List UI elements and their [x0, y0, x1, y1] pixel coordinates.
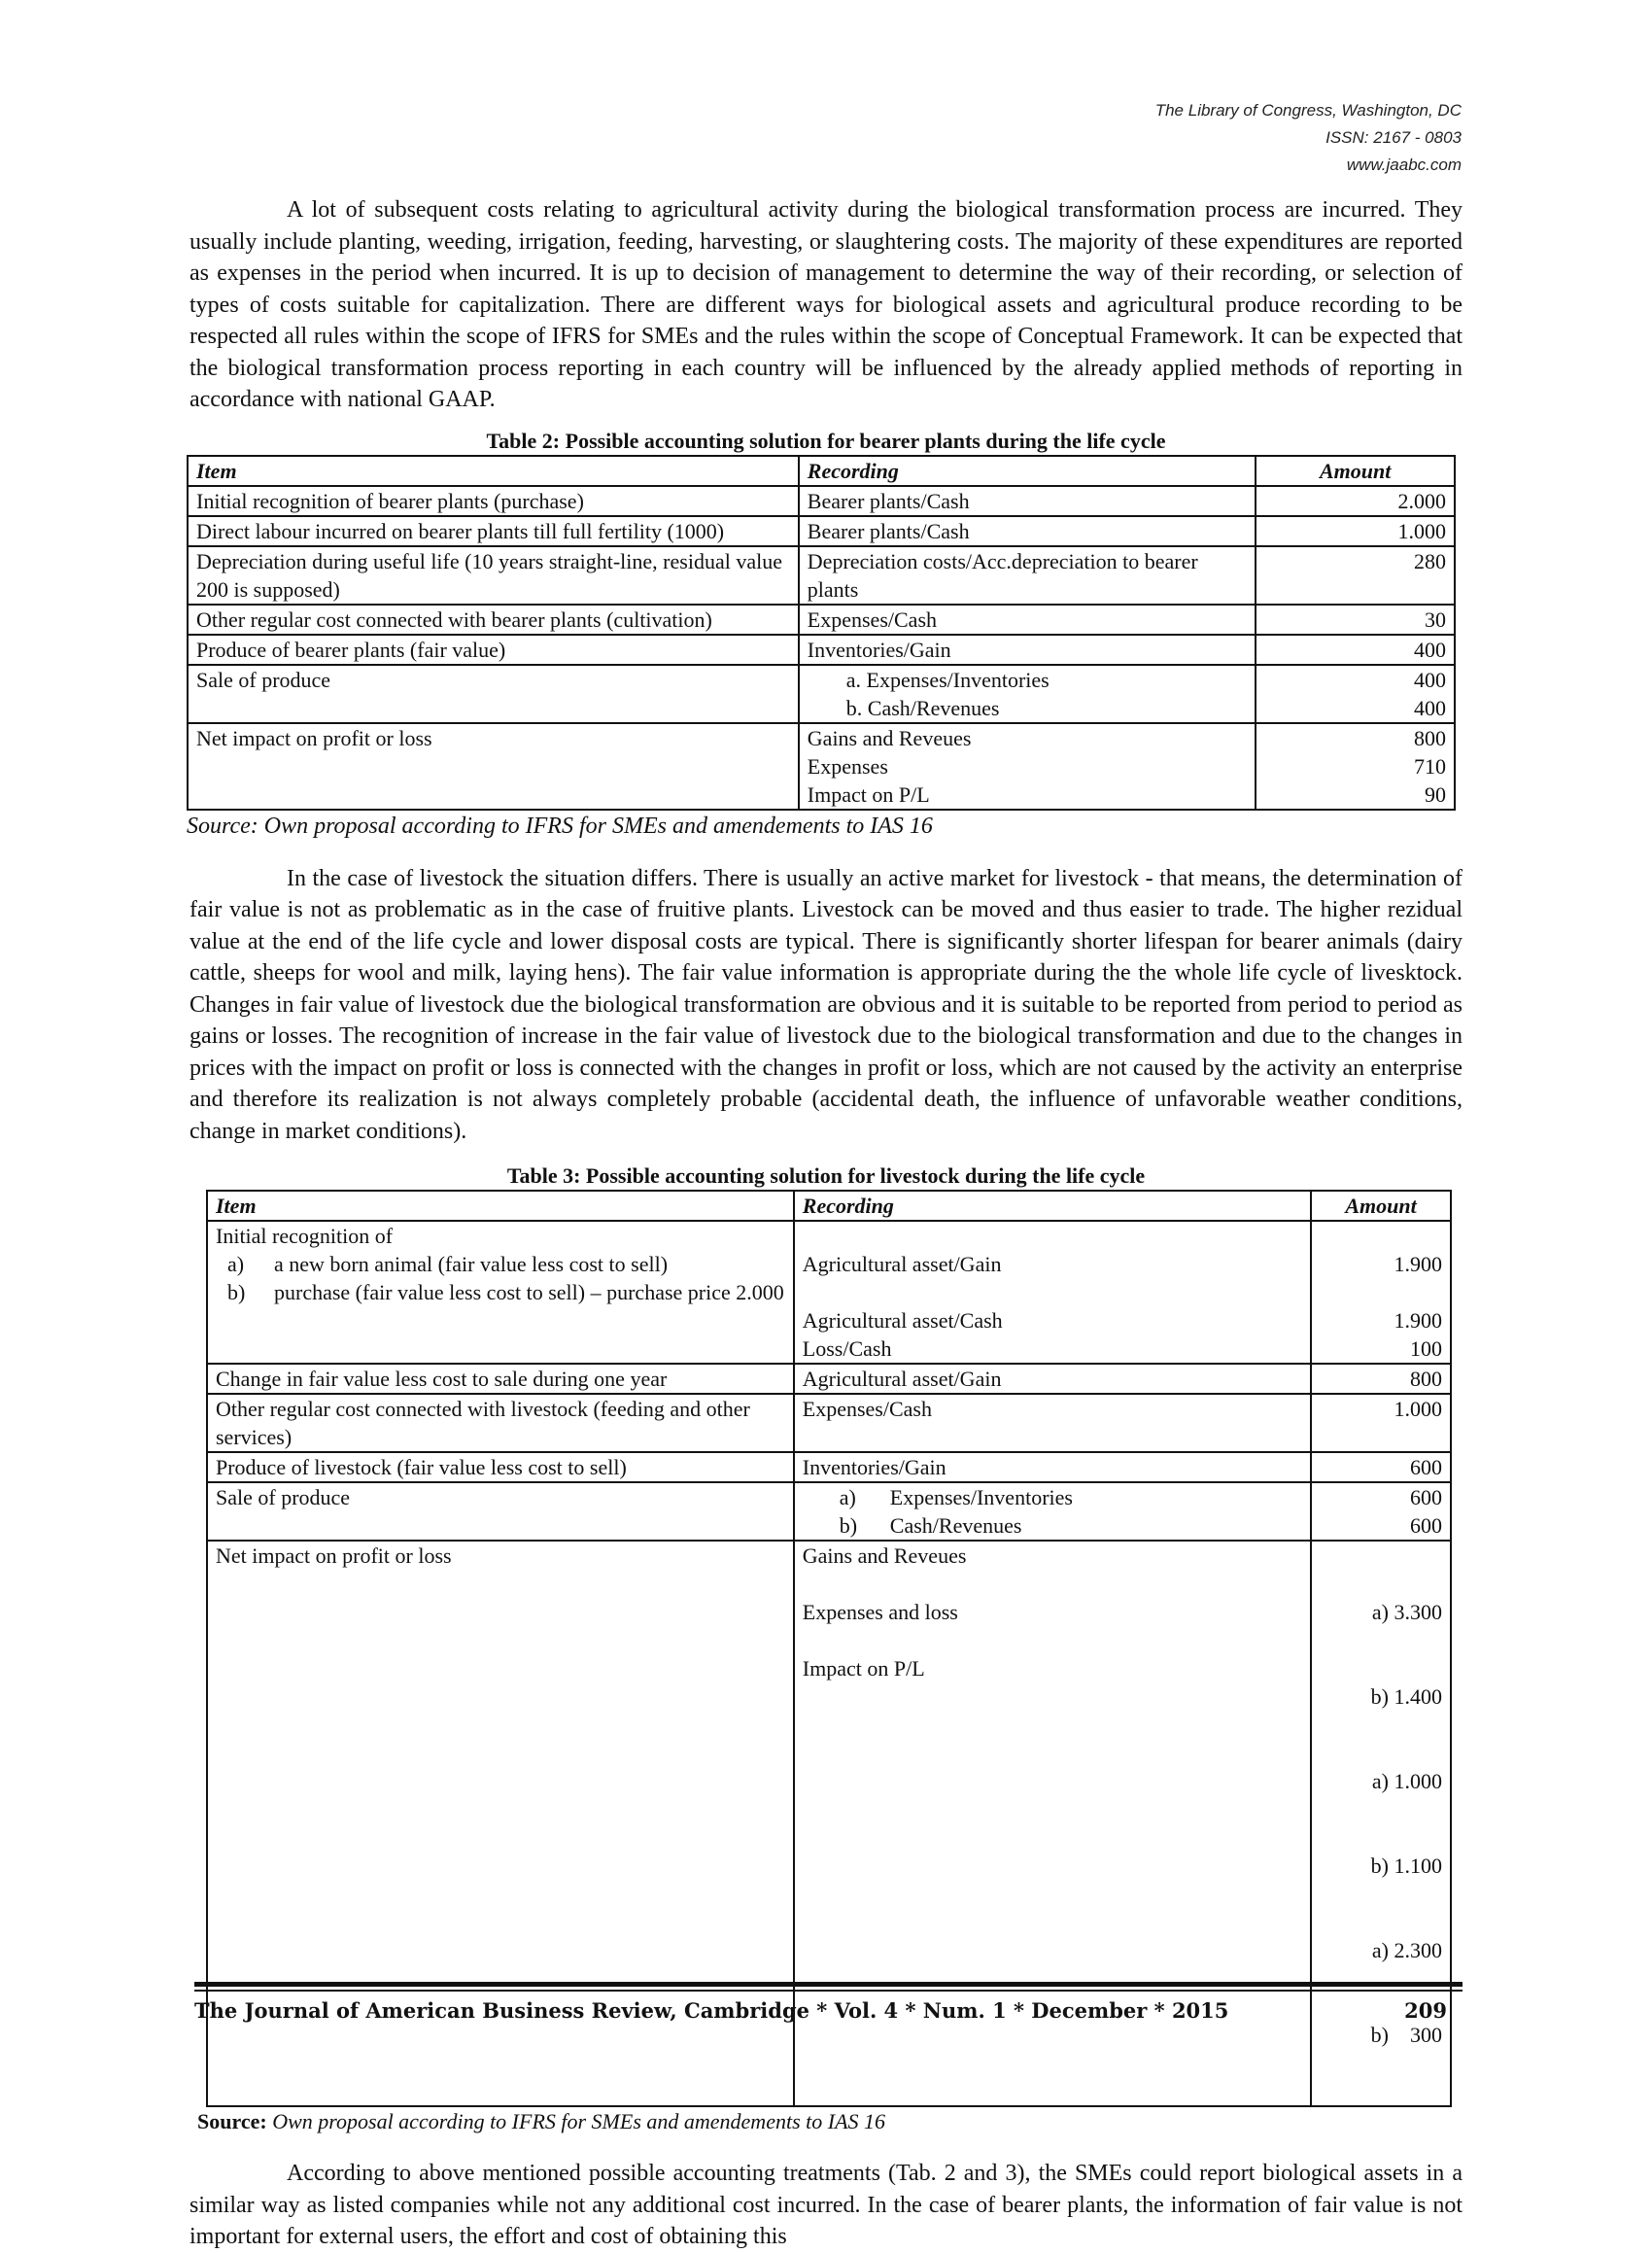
row-amount: 2.000: [1256, 486, 1455, 516]
row-recording: [794, 1221, 1311, 1364]
row-item: Direct labour incurred on bearer plants till full fertility (1000): [188, 516, 799, 546]
footer-rule: [194, 1990, 1463, 1992]
initial-label: Initial recognition of: [216, 1224, 394, 1248]
row-amount: [1256, 723, 1455, 810]
amount-impact-b: b) 300: [1370, 2023, 1442, 2047]
amount-gains-b: b) 1.400: [1370, 1684, 1442, 1709]
amount-expenses: 710: [1414, 753, 1446, 779]
source-label: Source:: [197, 2109, 267, 2133]
row-item: Produce of livestock (fair value less cost to sell): [207, 1452, 794, 1482]
amount-impact-a: a) 2.300: [1371, 1938, 1442, 1962]
paragraph-1: A lot of subsequent costs relating to agricultural activity during the biological transformation process are incurred. They usually include planting, weeding, irrigation, feeding, harvesting, or slaughtering costs. The majority of these expenditures are reported as expenses in the period when incurred. It is up to decision of management to determine the way of their recording, or selection of types of costs suitable for capitalization. There are different ways for biological assets and agricultural produce recording to be respected all rules within the scope of IFRS for SMEs and the rules within the scope of Conceptual Framework. It can be expected that the biological transformation process reporting in each country will be influenced by the already applied methods of reporting in accordance with national GAAP.: [189, 197, 1463, 412]
table-3-header-row: [207, 1191, 1451, 1221]
row-amount: 1.000: [1256, 516, 1455, 546]
table-3-header-amount: Amount: [1311, 1191, 1451, 1221]
table-3-caption: Table 3: Possible accounting solution for livestock during the life cycle: [506, 1163, 1146, 1188]
row-amount: [1311, 1482, 1451, 1541]
row-item: Other regular cost connected with livestock (feeding and other services): [207, 1394, 794, 1452]
table-2-header-item: Item: [188, 456, 799, 486]
row-item: Net impact on profit or loss: [188, 723, 799, 810]
amount-expenses-b: b) 1.100: [1370, 1854, 1442, 1878]
row-recording: [794, 1482, 1311, 1541]
amount-a: 400: [1414, 667, 1446, 692]
list-marker: b): [227, 1280, 246, 1304]
table-2-header-recording: Recording: [799, 456, 1256, 486]
table-row: [188, 546, 1455, 605]
page-footer: [194, 1998, 1463, 2023]
footer-journal: The Journal of American Business Review, Cambridge * Vol. 4 * Num. 1 * December * 2015: [194, 1998, 1229, 2023]
row-item: Initial recognition of bearer plants (purchase): [188, 486, 799, 516]
table-3-source: [197, 2107, 1463, 2136]
table-row-net: [188, 723, 1455, 810]
recording-b1: Agricultural asset/Cash: [802, 1308, 1003, 1333]
table-3-header-item: Item: [207, 1191, 794, 1221]
recording-impact: Impact on P/L: [807, 781, 930, 807]
row-item: Depreciation during useful life (10 years straight-line, residual value 200 is supposed): [188, 546, 799, 605]
page-number: 209: [1404, 1998, 1447, 2023]
recording-b2: Loss/Cash: [802, 1336, 892, 1361]
list-item: [803, 1511, 1302, 1540]
list-item: [216, 1278, 785, 1306]
row-amount: 1.000: [1311, 1394, 1451, 1452]
list-text: purchase (fair value less cost to sell) – purchase price 2.000: [274, 1280, 784, 1304]
row-recording: Agricultural asset/Gain: [794, 1364, 1311, 1394]
list-marker: a): [227, 1252, 245, 1276]
table-row: [188, 516, 1455, 546]
row-recording: Bearer plants/Cash: [799, 486, 1256, 516]
recording-expenses: Expenses and loss: [802, 1600, 958, 1624]
recording-gains: Gains and Reveues: [802, 1543, 967, 1568]
row-amount: 800: [1311, 1364, 1451, 1394]
table-row: [207, 1394, 1451, 1452]
list-text: a new born animal (fair value less cost to sell): [274, 1252, 669, 1276]
row-item: Net impact on profit or loss: [207, 1541, 794, 2106]
table-row-sale: [188, 665, 1455, 723]
list-marker: b): [839, 1513, 858, 1538]
table-row: [188, 486, 1455, 516]
table-3: [206, 1190, 1452, 2107]
recording-a: a. Expenses/Inventories: [845, 667, 1050, 692]
recording-impact: Impact on P/L: [802, 1656, 925, 1681]
table-row: [188, 605, 1455, 635]
paragraph-2: In the case of livestock the situation differs. There is usually an active market for livestock - that means, the determination of fair value is not as problematic as in the case of fruitive plants. Livestock can be moved and thus easier to trade. The higher rezidual value at the end of the life cycle and lower disposal costs are typical. There is significantly shorter lifespan for bearer animals (dairy cattle, sheeps for wool and milk, laying hens). The fair value information is appropriate during the the whole life cycle of livesktock. Changes in fair value of livestock due the biological transformation are obvious and it is suitable to be reported from period to period as gains or losses. The recognition of increase in the fair value of livestock due to the biological transformation and due to the changes in prices with the impact on profit or loss is connected with the changes in profit or loss, which are not caused by the activity an enterprise and therefore its realization is not always completely probable (accidental death, the influence of unfavorable weather conditions, change in market conditions).: [189, 865, 1463, 1144]
row-recording: Expenses/Cash: [794, 1394, 1311, 1452]
row-item: Produce of bearer plants (fair value): [188, 635, 799, 665]
row-recording: Depreciation costs/Acc.depreciation to bearer plants: [799, 546, 1256, 605]
recording-b: b. Cash/Revenues: [845, 695, 1000, 720]
recording-a: Expenses/Inventories: [889, 1485, 1073, 1509]
list-item: [803, 1483, 1302, 1511]
amount-a: 1.900: [1394, 1252, 1442, 1276]
table-row-initial: [207, 1221, 1451, 1364]
footer-rule: [194, 1982, 1463, 1987]
page-content: [189, 194, 1463, 2253]
running-header: [1155, 97, 1462, 179]
table-2-header-row: [188, 456, 1455, 486]
row-item: Sale of produce: [207, 1482, 794, 1541]
row-recording: [799, 665, 1256, 723]
recording-b: Cash/Revenues: [889, 1513, 1022, 1538]
row-item: [207, 1221, 794, 1364]
list-item: [216, 1250, 785, 1278]
table-row: [207, 1452, 1451, 1482]
recording-expenses: Expenses: [807, 753, 888, 779]
amount-b: 400: [1414, 695, 1446, 720]
recording-a: Agricultural asset/Gain: [802, 1252, 1002, 1276]
row-recording: Expenses/Cash: [799, 605, 1256, 635]
amount-a: 600: [1410, 1485, 1442, 1509]
header-line-1: The Library of Congress, Washington, DC: [1154, 101, 1462, 120]
table-2: [187, 455, 1456, 811]
table-row: [188, 635, 1455, 665]
table-2-source: Source: Own proposal according to IFRS for SMEs and amendements to IAS 16: [187, 813, 933, 839]
table-row-sale: [207, 1482, 1451, 1541]
paragraph-3: According to above mentioned possible accounting treatments (Tab. 2 and 3), the SMEs could report biological assets in a similar way as listed companies while not any additional cost incurred. In the case of bearer plants, the information of fair value is not important for external users, the effort and cost of obtaining this: [189, 2161, 1463, 2249]
amount-expenses-a: a) 1.000: [1371, 1769, 1442, 1793]
source-text: Own proposal according to IFRS for SMEs and amendements to IAS 16: [272, 2109, 886, 2133]
table-2-caption: Table 2: Possible accounting solution for bearer plants during the life cycle: [486, 428, 1166, 453]
amount-gains: 800: [1414, 725, 1446, 750]
row-amount: 280: [1256, 546, 1455, 605]
row-recording: Bearer plants/Cash: [799, 516, 1256, 546]
header-line-2: ISSN: 2167 - 0803: [1325, 128, 1462, 147]
row-amount: 30: [1256, 605, 1455, 635]
amount-b2: 100: [1410, 1336, 1442, 1361]
row-recording: Inventories/Gain: [794, 1452, 1311, 1482]
recording-gains: Gains and Reveues: [807, 725, 972, 750]
row-amount: [1311, 1221, 1451, 1364]
row-item: Sale of produce: [188, 665, 799, 723]
amount-b: 600: [1410, 1513, 1442, 1538]
table-3-header-recording: Recording: [794, 1191, 1311, 1221]
row-recording: [799, 723, 1256, 810]
header-line-3: www.jaabc.com: [1346, 156, 1462, 174]
amount-gains-a: a) 3.300: [1371, 1600, 1442, 1624]
table-2-header-amount: Amount: [1256, 456, 1455, 486]
row-item: Other regular cost connected with bearer plants (cultivation): [188, 605, 799, 635]
amount-impact: 90: [1425, 781, 1446, 807]
amount-b1: 1.900: [1394, 1308, 1442, 1333]
row-recording: Inventories/Gain: [799, 635, 1256, 665]
table-row: [207, 1364, 1451, 1394]
row-amount: 600: [1311, 1452, 1451, 1482]
row-item: Change in fair value less cost to sale during one year: [207, 1364, 794, 1394]
row-amount: 400: [1256, 635, 1455, 665]
list-marker: a): [839, 1485, 856, 1509]
row-amount: [1256, 665, 1455, 723]
